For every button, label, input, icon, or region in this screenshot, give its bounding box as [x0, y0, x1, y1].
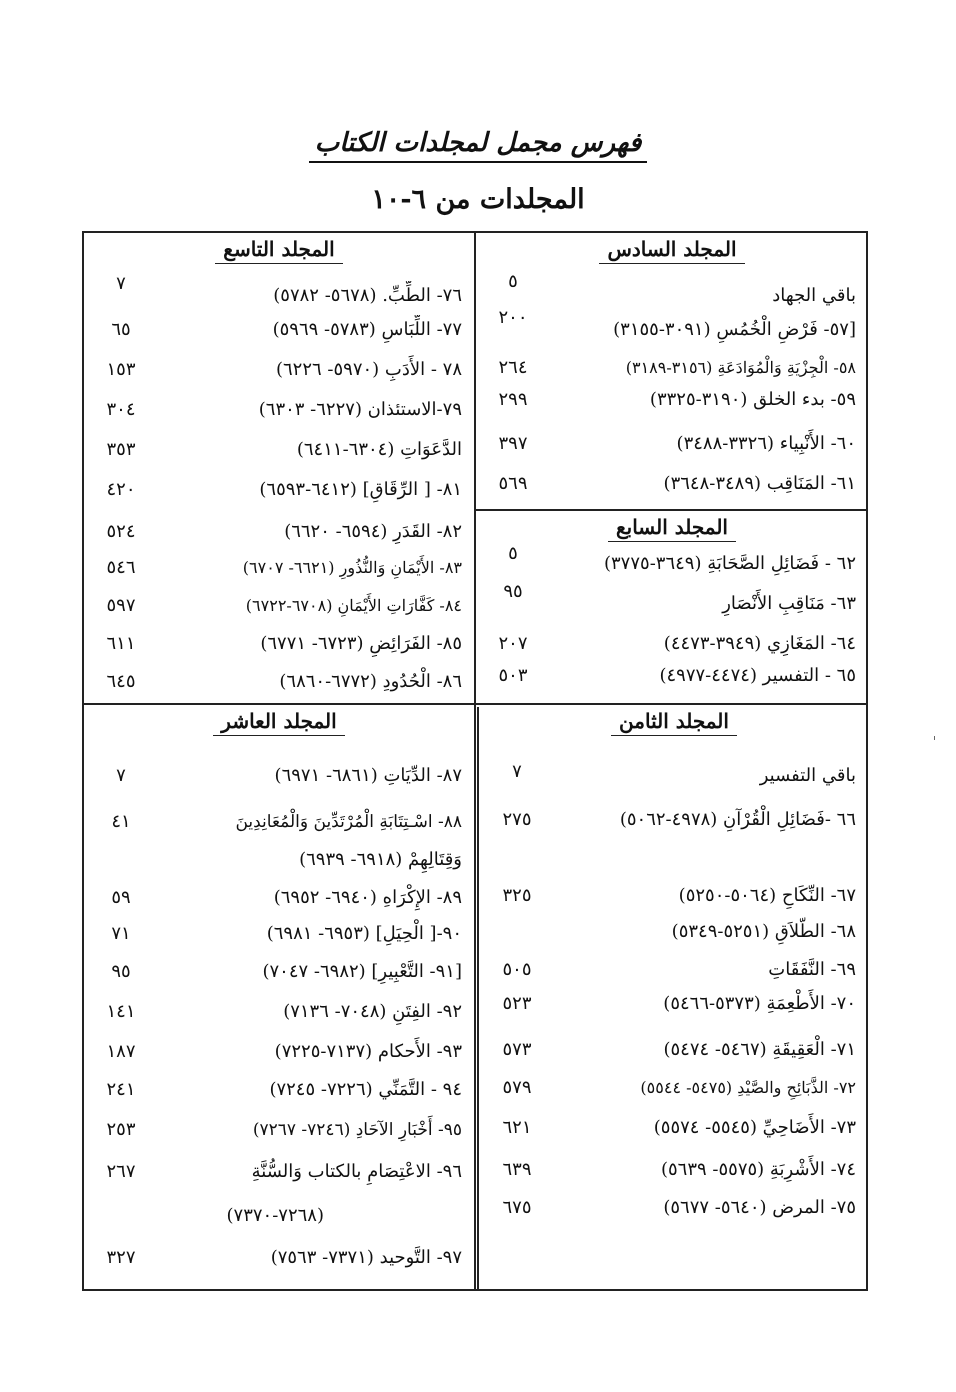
entry-page: ٢٠٠: [498, 307, 528, 328]
list-item: [84, 629, 474, 659]
list-item: [84, 315, 474, 345]
entry-page: ٣٠٤: [106, 399, 136, 420]
list-item: [476, 469, 868, 499]
entry-label: وَقِتَالِهِمْ (٦٩١٨- ٦٩٣٩): [299, 849, 462, 870]
entry-page: ٥٩: [111, 887, 131, 908]
entry-label: ٦١- المَنَاقِب (٣٤٨٩-٣٦٤٨): [663, 473, 856, 494]
list-item: [480, 1035, 868, 1065]
entry-page: ١٨٧: [106, 1041, 136, 1062]
entry-page: ٣٩٧: [498, 433, 528, 454]
entry-label: ٩٣- الأَحكام (٧١٣٧-٧٢٢٥): [274, 1041, 462, 1062]
list-item: [84, 435, 474, 465]
entry-label: ٦٣- مَنَاقِبِ الأَنْصَارِ: [722, 593, 856, 614]
entry-label: [٩١- التَّعْبِيرِ] (٦٩٨٢- ٧٠٤٧): [262, 961, 462, 982]
list-item: [84, 957, 474, 987]
list-item: [84, 883, 474, 913]
entry-page: ٥: [508, 271, 518, 292]
volume-seventh-title: المجلد السابع: [476, 515, 868, 549]
entry-label: ٨٨- اسْـتِتَابَةِ الْمُرْتَدِّينَ وَالْمُعَانِدِينَ: [235, 812, 462, 832]
volume-ninth-title: المجلد التاسع: [84, 237, 474, 271]
entry-page: ٥: [508, 543, 518, 564]
entry-page: ٢٦٧: [106, 1161, 136, 1182]
list-item: [480, 1193, 868, 1223]
entry-page: ٢٤١: [106, 1079, 136, 1100]
entry-page: ٧: [116, 273, 126, 294]
entry-page: ٤٢٠: [106, 479, 136, 500]
entry-page: ٢٧٥: [502, 809, 532, 830]
entry-page: ٩٥: [111, 961, 131, 982]
entry-label: ٥٩- بدء الخلق (٣١٩٠-٣٣٢٥): [649, 389, 856, 410]
entry-page: ٢٠٧: [498, 633, 528, 654]
volume-sixth-title: المجلد السادس: [476, 237, 868, 271]
list-item: [84, 395, 474, 425]
list-item: [84, 355, 474, 385]
list-item: [84, 919, 474, 949]
list-item: [480, 1113, 868, 1143]
entry-page: ٥٧٩: [502, 1077, 532, 1098]
entry-label: ٦٥ - التفسير (٤٤٧٤-٤٩٧٧): [659, 665, 856, 686]
list-item: [476, 661, 868, 691]
entry-page: ٥٢٣: [502, 993, 532, 1014]
entry-page: ٢٦٤: [498, 357, 528, 378]
entry-label: ٦٠- الأَنْبِياء (٣٣٢٦-٣٤٨٨): [676, 433, 856, 454]
list-item: [480, 917, 868, 947]
list-item: [476, 543, 868, 579]
entry-label: ٧٣- الأَضَاحِيِّ (٥٥٤٥- ٥٥٧٤): [653, 1117, 856, 1138]
entry-label: ٦٨- الطَّلاَقِ (٥٢٥١-٥٣٤٩): [671, 921, 856, 942]
list-item: [480, 955, 868, 985]
entry-page: ٦٣٩: [502, 1159, 532, 1180]
entry-label: ٦٤- المَغَازِي (٣٩٤٩-٤٤٧٣): [663, 633, 856, 654]
list-item: [84, 475, 474, 505]
entry-label: ٩٧- التَّوحيد (٧٣٧١- ٧٥٦٣): [270, 1247, 462, 1268]
entry-label: ٧٦- الطِّبِّ. (٥٦٧٨- ٥٧٨٢): [273, 285, 462, 306]
page-subtitle: المجلدات من ٦-١٠: [371, 184, 585, 215]
entry-label: ٦٩- النَّفَقَاتِ: [768, 959, 856, 980]
entry-label: ٨٥- الفَرَائِضِ (٦٧٢٣- ٦٧٧١): [260, 633, 462, 654]
entry-label: ٦٢ - فَضَائِلِ الصَّحَابَةِ (٣٦٤٩-٣٧٧٥): [603, 553, 856, 574]
entry-label: ٧٩-الاستئذان (٦٢٢٧- ٦٣٠٣): [258, 399, 462, 420]
entry-page: ٦١١: [106, 633, 136, 654]
volume-sixth: [476, 233, 868, 509]
volumes-frame: [82, 231, 868, 1291]
entry-label: ٨٦- الْحُدُودِ (٦٧٧٢-٦٨٦٠): [279, 671, 462, 692]
list-item: [84, 1201, 474, 1231]
list-item: [84, 273, 474, 311]
list-item: [476, 307, 868, 345]
entry-page: ٦٧٥: [502, 1197, 532, 1218]
page-title: فهرس مجمل لمجلدات الكتاب: [0, 128, 956, 158]
entry-label: ٩٢- الفِتَنِ (٧٠٤٨- ٧١٣٦): [283, 1001, 462, 1022]
entry-label: ٦٧- النِّكَاحِ (٥٠٦٤-٥٢٥٠): [678, 885, 856, 906]
list-item: [476, 629, 868, 659]
entry-page: ١٤١: [106, 1001, 136, 1022]
entry-page: ٦٢١: [502, 1117, 532, 1138]
entry-label: [٥٧- فَرْضِ الْخُمُسِ (٣٠٩١-٣١٥٥): [613, 319, 856, 340]
entry-label: باقي التفسير: [759, 765, 856, 786]
entry-page: ٣٢٧: [106, 1247, 136, 1268]
list-item: [84, 1157, 474, 1187]
list-item: [476, 385, 868, 415]
entry-page: ٤١: [111, 811, 131, 832]
list-item: [480, 1155, 868, 1185]
list-item: [84, 845, 474, 875]
entry-label: ٧٠- الأَطْعِمَةِ (٥٣٧٣-٥٤٦٦): [663, 993, 856, 1014]
volume-tenth: [84, 705, 474, 1291]
list-item: [84, 997, 474, 1027]
eighth-box-inner-border: [477, 707, 479, 1291]
entry-label: ٦٦ -فَضَائِلِ الْقُرْآنِ (٤٩٧٨-٥٠٦٢): [619, 809, 856, 830]
list-item: [84, 1115, 474, 1145]
list-item: [84, 667, 474, 697]
entry-page: ٧: [116, 765, 126, 786]
list-item: [84, 807, 474, 837]
entry-page: ٥٦٩: [498, 473, 528, 494]
entry-page: ٦٤٥: [106, 671, 136, 692]
list-item: [476, 581, 868, 619]
volume-ninth: [84, 233, 474, 703]
entry-page: ١٥٣: [106, 359, 136, 380]
entry-page: ٥٩٧: [106, 595, 136, 616]
list-item: [84, 553, 474, 583]
entry-label: ٨١- [ الرِّقَاقِ] (٦٤١٢-٦٥٩٣): [259, 479, 462, 500]
entry-label: ٧٥- المرض (٥٦٤٠- ٥٦٧٧): [663, 1197, 856, 1218]
list-item: [480, 1073, 868, 1103]
entry-page: ٧١: [111, 923, 131, 944]
entry-label: ٧٤- الأَشْرِبَةِ (٥٥٧٥- ٥٦٣٩): [660, 1159, 856, 1180]
entry-label: (٧٢٦٨-٧٣٧٠): [226, 1205, 324, 1226]
entry-label: ٩٥- أَخْبَارِ الآحَادِ (٧٢٤٦- ٧٢٦٧): [252, 1120, 462, 1140]
list-item: [480, 989, 868, 1019]
scan-mark: [934, 736, 935, 740]
list-item: [476, 353, 868, 383]
entry-page: ٥٠٣: [498, 665, 528, 686]
volume-tenth-title: المجلد العاشر: [84, 709, 474, 743]
list-item: [84, 1075, 474, 1105]
list-item: [480, 761, 868, 791]
volume-eighth-title: المجلد الثامن: [480, 709, 868, 743]
entry-label: ٨٢- القَدَرِ (٦٥٩٤- ٦٦٢٠): [284, 521, 462, 542]
entry-label: ٨٤- كَفَّارَاتِ الأَيْمَانِ (٦٧٠٨-٦٧٢٢): [245, 596, 462, 615]
entry-label: الدَّعَوَاتِ (٦٣٠٤-٦٤١١): [296, 439, 462, 460]
entry-page: ٢٩٩: [498, 389, 528, 410]
entry-label: ٨٧- الدِّيَاتِ (٦٨٦١- ٦٩٧١): [274, 765, 462, 786]
entry-label: ٥٨- الْجِزْيَةِ وَالْمُوَادَعَةِ (٣١٥٦-٣١٨٩): [625, 358, 856, 377]
list-item: [480, 881, 868, 911]
entry-label: ٧١- الْعَقِيقَةِ (٥٤٦٧- ٥٤٧٤): [663, 1039, 856, 1060]
entry-label: ٩٦- الاعْتِصَامِ بالكتاب وَالسُّنَّةِ: [251, 1161, 462, 1182]
volume-seventh: [476, 511, 868, 703]
entry-label: ٨٣- الأَيْمَانِ وَالنُّذُورِ (٦٦٢١- ٦٧٠٧): [242, 558, 462, 577]
entry-page: ٣٥٣: [106, 439, 136, 460]
entry-page: ٥٢٤: [106, 521, 136, 542]
list-item: [476, 429, 868, 459]
entry-label: باقي الجهاد: [772, 285, 856, 306]
entry-page: ٩٥: [503, 581, 523, 602]
entry-page: ٦٥: [111, 319, 131, 340]
list-item: [480, 805, 868, 835]
entry-label: ٧٧- اللِّبَاسِ (٥٧٨٣- ٥٩٦٩): [272, 319, 462, 340]
list-item: [84, 1243, 474, 1273]
entry-label: ٧٢- الذَّبَائِحِ والصَّيْدِ (٥٤٧٥- ٥٥٤٤): [640, 1078, 856, 1097]
list-item: [84, 517, 474, 547]
entry-page: ٢٥٣: [106, 1119, 136, 1140]
list-item: [84, 1037, 474, 1067]
entry-label: ٩٤ - التَّمَنِّي (٧٢٢٦- ٧٢٤٥): [269, 1079, 462, 1100]
entry-page: ٥٤٦: [106, 557, 136, 578]
entry-label: ٨٩- الإِكْرَاهِ (٦٩٤٠- ٦٩٥٢): [273, 887, 462, 908]
list-item: [84, 591, 474, 621]
entry-label: ٧٨ - الأَدَبِ (٥٩٧٠- ٦٢٢٦): [275, 359, 462, 380]
entry-page: ٧: [512, 761, 522, 782]
entry-page: ٥٠٥: [502, 959, 532, 980]
entry-page: ٥٧٣: [502, 1039, 532, 1060]
entry-page: ٣٢٥: [502, 885, 532, 906]
entry-label: ٩٠-[ الْحِيَلِ] (٦٩٥٣- ٦٩٨١): [266, 923, 462, 944]
list-item: [84, 761, 474, 791]
volume-eighth: [480, 705, 868, 1291]
